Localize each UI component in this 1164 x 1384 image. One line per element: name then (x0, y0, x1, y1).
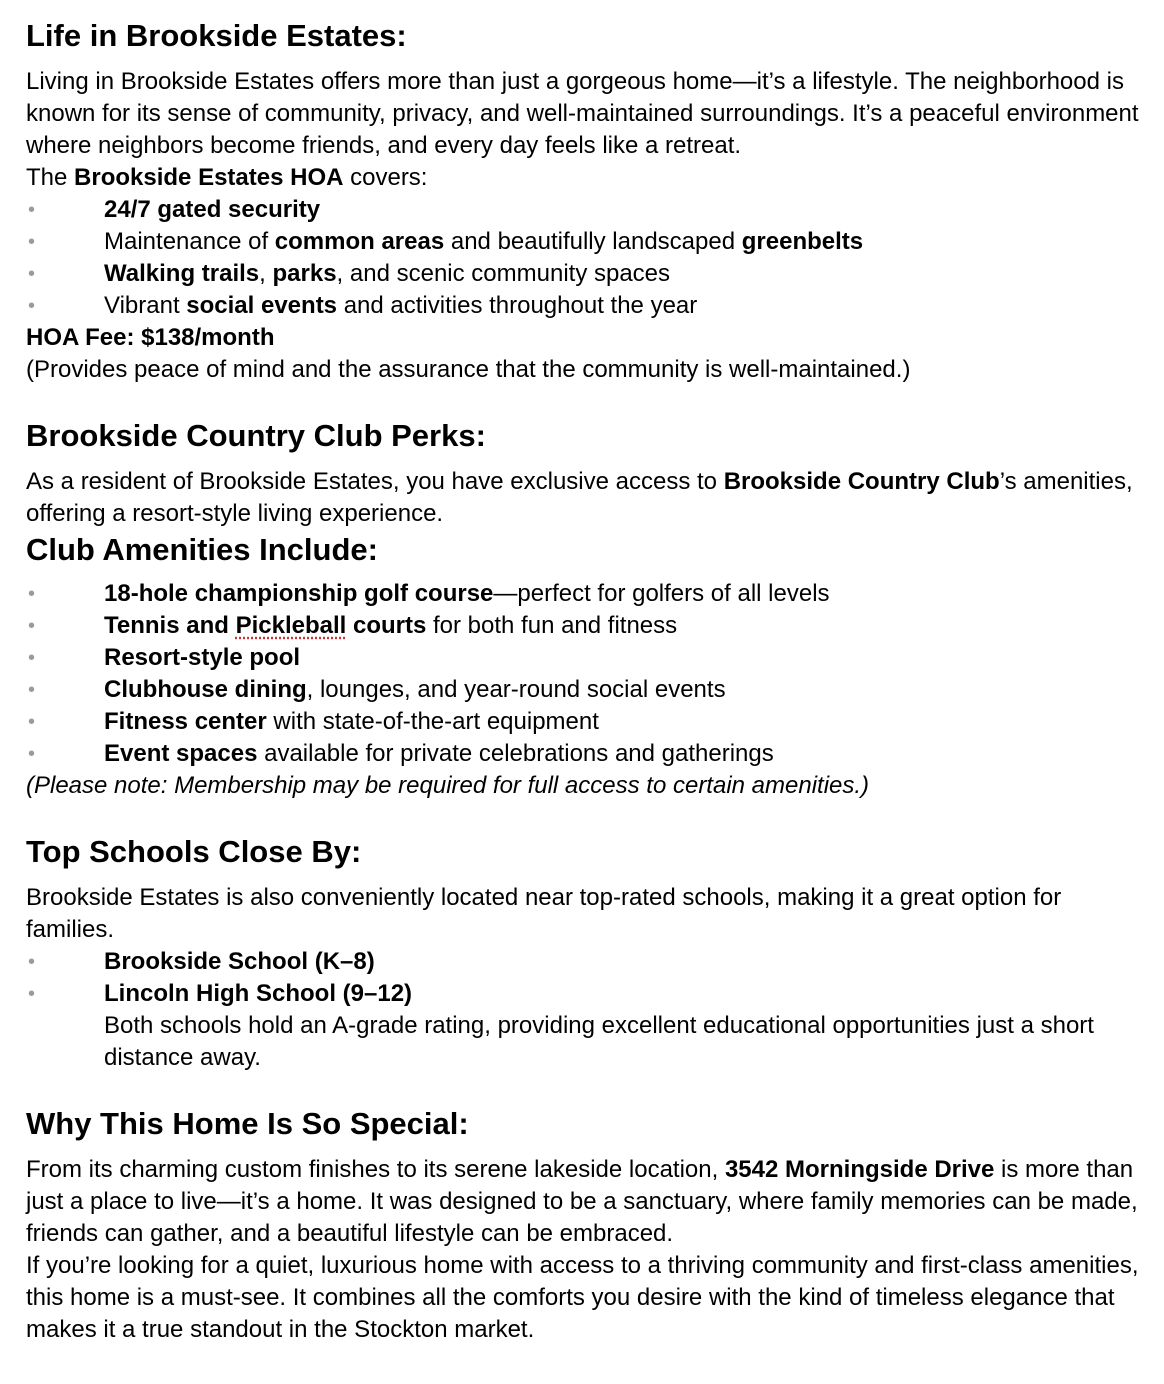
list-item (26, 194, 1146, 226)
hoa-covers-line (26, 162, 1146, 194)
bullet-text: and activities throughout the year (337, 292, 698, 319)
hoa-fee-note: (Provides peace of mind and the assurance that the community is well-maintained.) (26, 356, 911, 383)
list-item (26, 978, 1146, 1010)
club-intro-text: ’s amenities, offering a resort-style living experience. (26, 468, 1133, 527)
schools-list (26, 946, 1146, 1010)
list-item (26, 642, 1146, 674)
document-body (26, 14, 1146, 1346)
bullet-text-bold: common areas (274, 228, 445, 255)
bullet-icon: • (28, 711, 36, 733)
bullet-icon: • (28, 743, 36, 765)
list-item (26, 674, 1146, 706)
bullet-text: Maintenance of (104, 228, 275, 255)
life-intro: Living in Brookside Estates offers more than just a gorgeous home—it’s a lifestyle. The neighborhood is known for its sense of community, privacy, and well-maintained surroundings. It’s a peaceful environment where neighbors become friends, and every day feels like a retreat. (26, 68, 1139, 159)
bullet-icon: • (28, 983, 36, 1005)
bullet-text: , (259, 260, 273, 287)
club-heading: Brookside Country Club Perks: (26, 418, 486, 453)
property-address: 3542 Morningside Drive (724, 1156, 995, 1183)
hoa-covers-prefix: The (26, 164, 75, 191)
bullet-text: and beautifully landscaped (444, 228, 742, 255)
hoa-covers-list (26, 194, 1146, 322)
bullet-text: , lounges, and year-round social events (306, 676, 726, 703)
special-section (26, 1102, 1146, 1346)
bullet-icon: • (28, 231, 36, 253)
bullet-text: Vibrant (104, 292, 187, 319)
bullet-icon: • (28, 615, 36, 637)
bullet-text-bold: 18-hole championship golf course (104, 580, 494, 607)
special-text: From its charming custom finishes to its serene lakeside location, (26, 1156, 725, 1183)
life-section (26, 14, 1146, 386)
bullet-text: —perfect for golfers of all levels (493, 580, 830, 607)
school-name: Brookside School (K–8) (104, 948, 375, 975)
list-item (26, 610, 1146, 642)
bullet-icon: • (28, 647, 36, 669)
hoa-name: Brookside Estates HOA (74, 164, 344, 191)
bullet-text-bold: Resort-style pool (104, 644, 301, 671)
list-item (26, 578, 1146, 610)
membership-note: (Please note: Membership may be required for full access to certain amenities.) (26, 772, 870, 799)
life-heading: Life in Brookside Estates: (26, 18, 407, 53)
schools-heading: Top Schools Close By: (26, 834, 362, 869)
bullet-text-bold: Clubhouse dining (104, 676, 307, 703)
amenities-list (26, 578, 1146, 770)
bullet-icon: • (28, 295, 36, 317)
schools-section (26, 830, 1146, 1074)
bullet-text-bold: Fitness center (104, 708, 267, 735)
list-item (26, 738, 1146, 770)
hoa-fee-text: HOA Fee: $138/month (26, 324, 275, 351)
special-paragraph-1 (26, 1154, 1146, 1250)
bullet-text-bold: Event spaces (104, 740, 258, 767)
bullet-text: 24/7 gated security (104, 196, 321, 223)
list-item (26, 258, 1146, 290)
bullet-text-bold: Walking trails (104, 260, 260, 287)
bullet-icon: • (28, 679, 36, 701)
list-item (26, 226, 1146, 258)
bullet-icon: • (28, 583, 36, 605)
special-text: is more than just a place to live—it’s a home. It was designed to be a sanctuary, where family memories can be made, friends can gather, and a beautiful lifestyle can be embraced. (26, 1156, 1138, 1247)
club-intro-text: As a resident of Brookside Estates, you have exclusive access to (26, 468, 724, 495)
bullet-icon: • (28, 951, 36, 973)
club-section (26, 414, 1146, 802)
bullet-icon: • (28, 263, 36, 285)
bullet-text-bold: greenbelts (741, 228, 864, 255)
spellcheck-flagged-word: Pickleball (235, 612, 347, 639)
bullet-text-bold: social events (186, 292, 338, 319)
amenities-heading: Club Amenities Include: (26, 532, 378, 567)
schools-intro: Brookside Estates is also conveniently located near top-rated schools, making it a great option for families. (26, 884, 1062, 943)
bullet-text: for both fun and fitness (426, 612, 678, 639)
bullet-text: available for private celebrations and gatherings (257, 740, 774, 767)
bullet-text: , and scenic community spaces (336, 260, 671, 287)
schools-rating-note: Both schools hold an A-grade rating, providing excellent educational opportunities just a short distance away. (104, 1012, 1094, 1071)
special-paragraph-2: If you’re looking for a quiet, luxurious home with access to a thriving community and first-class amenities, this home is a must-see. It combines all the comforts you desire with the kind of timeless elegance that makes it a true standout in the Stockton market. (26, 1252, 1139, 1343)
list-item (26, 290, 1146, 322)
bullet-text-bold: courts (346, 612, 427, 639)
bullet-text-bold: Tennis and (104, 612, 236, 639)
bullet-text: with state-of-the-art equipment (266, 708, 599, 735)
bullet-icon: • (28, 199, 36, 221)
club-name: Brookside Country Club (723, 468, 1000, 495)
list-item (26, 706, 1146, 738)
hoa-covers-suffix: covers: (343, 164, 428, 191)
bullet-text-bold: parks (272, 260, 337, 287)
list-item (26, 946, 1146, 978)
special-heading: Why This Home Is So Special: (26, 1106, 469, 1141)
club-intro (26, 466, 1146, 530)
hoa-fee (26, 322, 1146, 354)
school-name: Lincoln High School (9–12) (104, 980, 413, 1007)
